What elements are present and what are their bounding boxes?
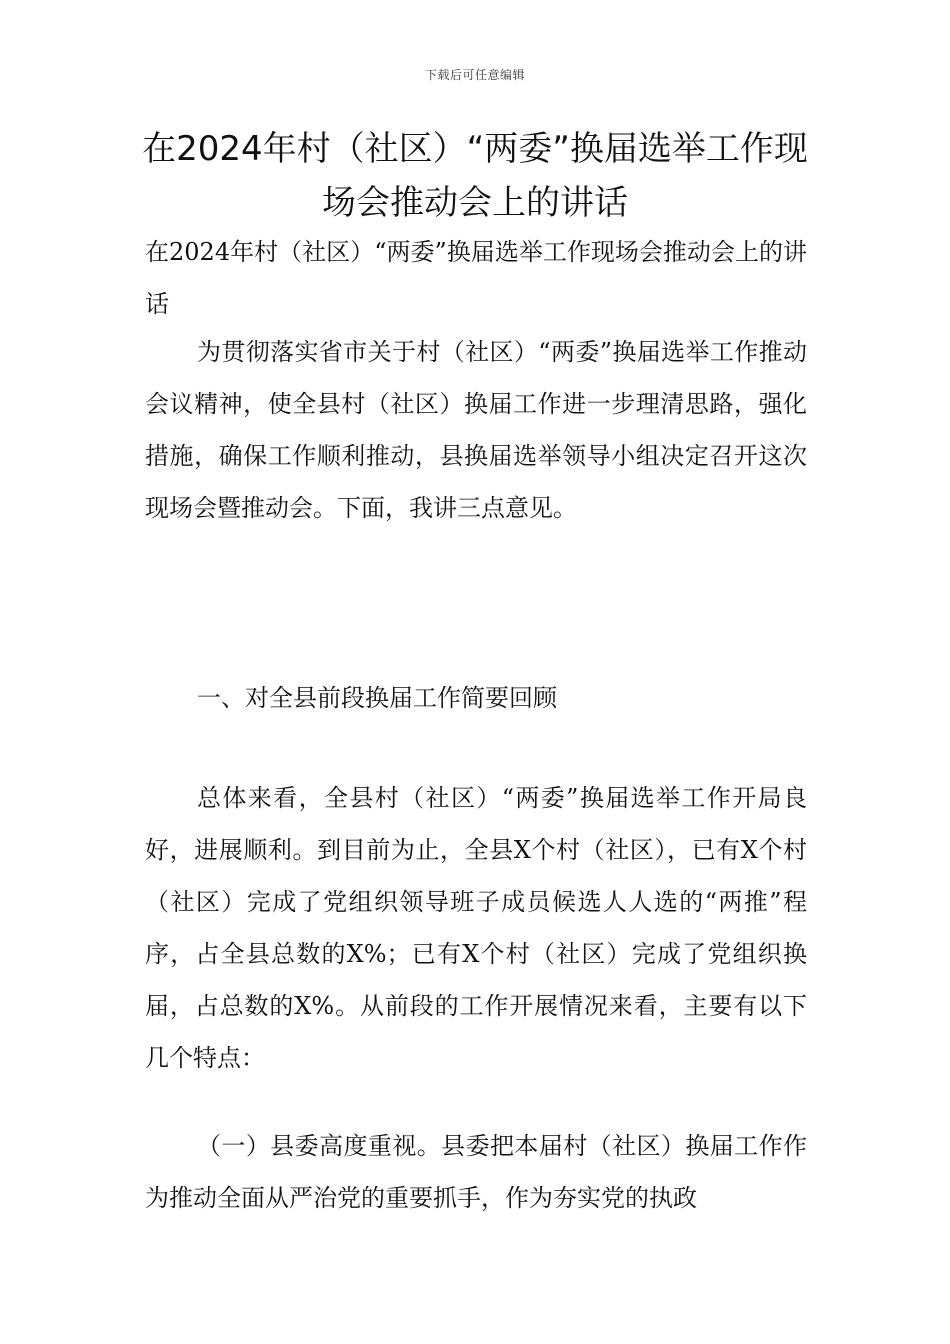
section-heading: 一、对全县前段换届工作简要回顾 (197, 684, 557, 712)
header-note: 下载后可任意编辑 (424, 68, 525, 82)
overview-paragraph: 总体来看，全县村（社区）“两委”换届选举工作开局良好，进展顺利。到目前为止，全县X个村（社区），已有X个村（社区）完成了党组织领导班子成员候选人人选的“两推”程序，占全县总数的X%；已有X个村（社区）完成了党组织换届，占总数的X%。从前段的工作开展情况来看，主要有以下几个特点： (145, 784, 807, 1072)
subtitle-paragraph: 在2024年村（社区）“两委”换届选举工作现场会推动会上的讲话 (145, 238, 807, 318)
document-title: 在2024年村（社区）“两委”换届选举工作现场会推动会上的讲话 (142, 129, 808, 223)
point-one-paragraph: （一）县委高度重视。县委把本届村（社区）换届工作作为推动全面从严治党的重要抓手，作为夯实党的执政 (145, 1132, 807, 1212)
intro-paragraph: 为贯彻落实省市关于村（社区）“两委”换届选举工作推动会议精神，使全县村（社区）换届工作进一步理清思路，强化措施，确保工作顺利推动，县换届选举领导小组决定召开这次现场会暨推动会。下面，我讲三点意见。 (145, 338, 807, 522)
